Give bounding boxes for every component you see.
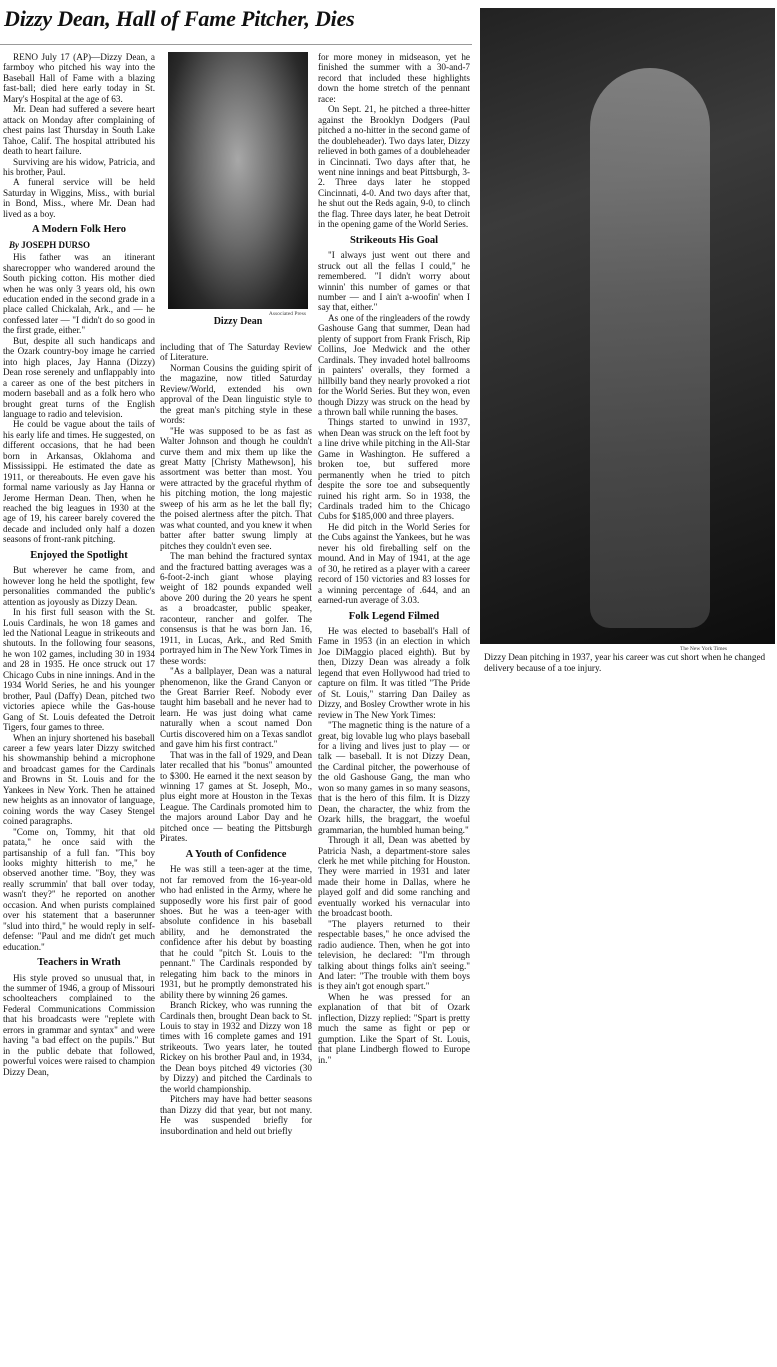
main-photo-credit: The New York Times (680, 646, 728, 652)
paragraph: "The magnetic thing is the nature of a great, big lovable lug who plays baseball for a living and lives just to play — or talk — baseball. It is not Dizzy Dean, the Cardinal pitcher, the powerhouse of the old Gashouse Gang, the man who won so many games in so many seasons, that is the hero of this film. It is Dizzy Dean, the character, the whiz from the Ozark hills, the braggart, the woeful grammarian, the humbled human being." (318, 720, 470, 835)
headline: Dizzy Dean, Hall of Fame Pitcher, Dies (4, 6, 355, 31)
portrait-figure (168, 52, 308, 327)
main-photo-figure (590, 68, 710, 628)
byline-prefix: By (9, 239, 19, 250)
paragraph: When he was pressed for an explanation of that bit of Ozark inflection, Dizzy replied: "Spart is pretty much the same as fight or pep or gumption. Like the Spart of St. Louis, that plane Lindbergh flowed to Europe in." (318, 991, 470, 1065)
paragraph: He was still a teen-ager at the time, not far removed from the 16-year-old who had enlisted in the Army, where he supposedly wore his first pair of good shoes. But he was a teen-ager with absolute confidence in his baseball ability, and he demonstrated the confidence after his debut by boasting that he could "pitch St. Louis to the pennant." The Cardinals responded by relegating him back to the minors in 1931, but he promptly demonstrated his ability there by winning 26 games. (160, 864, 312, 1000)
paragraph: "I always just went out there and struck out all the fellas I could," he remembered. "I didn't worry about winnin' this number of games or that number — and I ain't a-woofin' when I say that, either." (318, 250, 470, 313)
paragraph: That was in the fall of 1929, and Dean later recalled that his "bonus" amounted to $300. He earned it the next season by winning 17 games at St. Joseph, Mo., plus eight more at Houston in the Texas League. The Cardinals promoted him to the majors around Labor Day and he pitched once — beating the Pittsburgh Pirates. (160, 749, 312, 844)
paragraph: "The players returned to their respectable bases," he once advised the radio audience. Then, when he got into television, he declared: "I'm through talking about things folks ain't seeing." And later: "The trouble with them boys is they ain't got enough spart." (318, 918, 470, 992)
paragraph: He was elected to baseball's Hall of Fame in 1953 (in an election in which Joe DiMaggio placed eighth). But by then, Dizzy Dean was already a folk legend that even Hollywood had tried to capture on film. It was titled "The Pride of St. Louis," starring Dan Dailey as Dizzy, and Bosley Crowther wrote in his review in The New York Times: (318, 626, 470, 720)
paragraph: Mr. Dean had suffered a severe heart attack on Monday after complaining of chest pains last Thursday in South Lake Tahoe, Calif. The hospital attributed his death to heart failure. (3, 104, 155, 157)
paragraph: "As a ballplayer, Dean was a natural phenomenon, like the Grand Canyon or the Great Barrier Reef. Nobody ever taught him baseball and he never had to learn. He was just doing what came naturally when a scout named Don Curtis discovered him on a Texas sandlot and gave him his first contract." (160, 666, 312, 750)
paragraph: When an injury shortened his baseball career a few years later Dizzy switched his showmanship behind a microphone and broadcast games for the Cardinals and Browns in St. Louis and for the Yankees in New York. Then he attained new heights as an innovator of language, coining words the way Casey Stengel coined paragraphs. (3, 732, 155, 827)
paragraph: Surviving are his widow, Patricia, and his brother, Paul. (3, 156, 155, 177)
paragraph: But wherever he came from, and however long he held the spotlight, few personalities commanded the public's attention as joyously as Dizzy Dean. (3, 565, 155, 607)
paragraph: He did pitch in the World Series for the Cubs against the Yankees, but he was never his old fireballing self on the mound. And in May of 1941, at the age of 30, he retired as a player with a career record of 150 victories and 83 losses for a winning percentage of .644, and an earned-run average of 3.03. (318, 521, 470, 606)
byline (9, 240, 155, 250)
paragraph: including that of The Saturday Review of Literature. (160, 342, 312, 363)
paragraph: As one of the ringleaders of the rowdy Gashouse Gang that summer, Dean had plenty of support from Frank Frisch, Rip Collins, Joe Medwick and the other Cardinals. They invaded hotel ballrooms in painters' overalls, they formed a hillbilly band they nearly provoked a riot for the World Series. But they won, even though Dizzy was struck on the head by a thrown ball while running the bases. (318, 312, 470, 417)
paragraph: for more money in midseason, yet he finished the summer with a 30-and-7 record that included these highlights down the home stretch of the pennant race: (318, 52, 470, 104)
headline-bar (0, 0, 472, 45)
paragraph: "Come on, Tommy, hit that old patata," he once said with the partisanship of a full fan. "This boy looks mighty hitterish to me," he observed another time. "Boy, they was really scrummin' that ball over today, wasn't they?" he reported on another occasion. And when purists complained over his statement that a baserunner "slud into third," he would reply in self-defense: "Paul and me didn't get much education." (3, 826, 155, 952)
article-column-3 (318, 52, 470, 1364)
main-photo-caption: Dizzy Dean pitching in 1937, year his career was cut short when he changed delivery because of a toe injury. (484, 652, 766, 673)
article-column-1 (3, 52, 155, 1364)
article-column-2 (160, 342, 312, 1364)
paragraph: On Sept. 21, he pitched a three-hitter against the Brooklyn Dodgers (Paul pitched a no-hitter in the second game of the doubleheader). Two days later, Dizzy relieved in both games of a doubleheader in Cincinnati. Two days after that, he went nine innings and beat Pittsburgh, 3-2. Three days later he stopped Cincinnati, 4-0. And two days after that, he shut out the Reds again, 9-0, to clinch the flag. Three days later, he beat Detroit in the opening game of the World Series. (318, 104, 470, 230)
paragraph: RENO July 17 (AP)—Dizzy Dean, a farmboy who pitched his way into the Baseball Hall of Fame with a blazing fast-ball; died here early today in St. Mary's Hospital at the age of 63. (3, 52, 155, 104)
subhead: A Youth of Confidence (185, 848, 287, 860)
paragraph: In his first full season with the St. Louis Cardinals, he won 18 games and led the National League in strikeouts and shutouts. In the following four seasons, he won 102 games, including 30 in 1934 and 28 in 1935. He once struck out 17 Chicago Cubs in nine innings. And in the 1934 World Series, he and his younger brother, Paul (Daffy) Dean, pitched two victories apiece while the Gas-house Gang of St. Louis defeated the Detroit Tigers, four games to three. (3, 607, 155, 733)
subhead: Folk Legend Filmed (348, 610, 440, 622)
paragraph: Things started to unwind in 1937, when Dean was struck on the left foot by a line drive while pitching in the All-Star Game in Washington. He suffered a broken toe, but suffered more permanently when he tried to pitch despite the sore toe and subsequently ruined his right arm. So in 1938, the Cardinals traded him to the Chicago Cubs for $185,000 and three players. (318, 417, 470, 522)
paragraph: His style proved so unusual that, in the summer of 1946, a group of Missouri schoolteachers complained to the Federal Communications Commission that his broadcasts were "replete with errors in grammar and syntax" and were having "a bad effect on the pupils." But in the public debate that followed, powerful voices were raised to champion Dizzy Dean, (3, 972, 155, 1077)
paragraph: But, despite all such handicaps and the Ozark country-boy image he carried into high places, Jay Hanna (Dizzy) Dean rose serenely and unflappably into a career as one of the best pitchers in modern baseball and as a folk hero who brought great turns of the English language to radio and television. (3, 335, 155, 419)
paragraph: Norman Cousins the guiding spirit of the magazine, now titled Saturday Review/World, extended his own approval of the Dean linguistic style to the great man's pitching style in these words: (160, 362, 312, 426)
subhead: Teachers in Wrath (37, 957, 121, 969)
paragraph: A funeral service will be held Saturday in Wiggins, Miss., with burial in Bond, Miss., where Mr. Dean had lived as a boy. (3, 177, 155, 219)
byline-name: JOSEPH DURSO (21, 239, 91, 250)
subhead: Enjoyed the Spotlight (30, 549, 128, 561)
paragraph: Branch Rickey, who was running the Cardinals then, brought Dean back to St. Louis to stay in 1932 and Dizzy won 18 times with 16 complete games and 191 strikeouts. Two years later, he touted Rickey on his brother Paul and, in 1934, the Dean boys pitched 49 victories (30 by Dizzy) and pitched the Cardinals to the world championship. (160, 1000, 312, 1094)
paragraph: "He was supposed to be as fast as Walter Johnson and though he couldn't curve them and mix them up like the great Matty [Christy Mathewson], his assortment was better than most. You were attracted by the graceful rhythm of his pitching motion, the long majestic sweep of his arm as he let the ball fly; the poised alertness after the pitch. That was what counted, and you knew it when batter after batter swung limply at pitches they couldn't even see. (160, 425, 312, 551)
subhead: Strikeouts His Goal (349, 234, 439, 246)
portrait-credit: Associated Press (268, 311, 306, 317)
portrait-caption: Dizzy Dean (213, 316, 263, 327)
paragraph: The man behind the fractured syntax and the fractured batting averages was a 6-foot-2-inch giant whose playing weight of 182 pounds expanded well above 200 during the 20 years he spent as a broadcaster, public speaker, raconteur, rancher and golfer. The consensus is that he was born Jan. 16, 1911, in Lucas, Ark., and Red Smith portrayed him in The New York Times in these words: (160, 551, 312, 666)
portrait-photo (168, 52, 308, 309)
subhead: A Modern Folk Hero (31, 224, 126, 236)
paragraph: His father was an itinerant sharecropper who wandered around the South picking cotton. His mother died when he was only 3 years old, his own education ended in the second grade in a place called Chickalah, Ark., and — he confessed later — "I didn't do so good in the first grade, either." (3, 252, 155, 336)
paragraph: He could be vague about the tails of his early life and times. He suggested, on different occasions, that he had been born in Arkansas, Oklahoma and Mississippi. He estimated the date as 1911, or thereabouts. He even gave his formal name variously as Jay Hanna or Jerome Herman Dean. Then, when he reached the big leagues in 1930 at the age of 19, his career barely covered the decade and included only half a dozen seasons of front-rank pitching. (3, 419, 155, 545)
paragraph: Through it all, Dean was abetted by Patricia Nash, a department-store sales clerk he met while pitching for Houston. They were married in 1931 and later made their home in Dallas, where he played golf and did some ranching and eventually worked his vernacular into the broadcast booth. (318, 835, 470, 919)
paragraph: Pitchers may have had better seasons than Dizzy did that year, but not many. He was suspended briefly for insubordination and held out briefly (160, 1094, 312, 1136)
main-photo (480, 8, 775, 644)
